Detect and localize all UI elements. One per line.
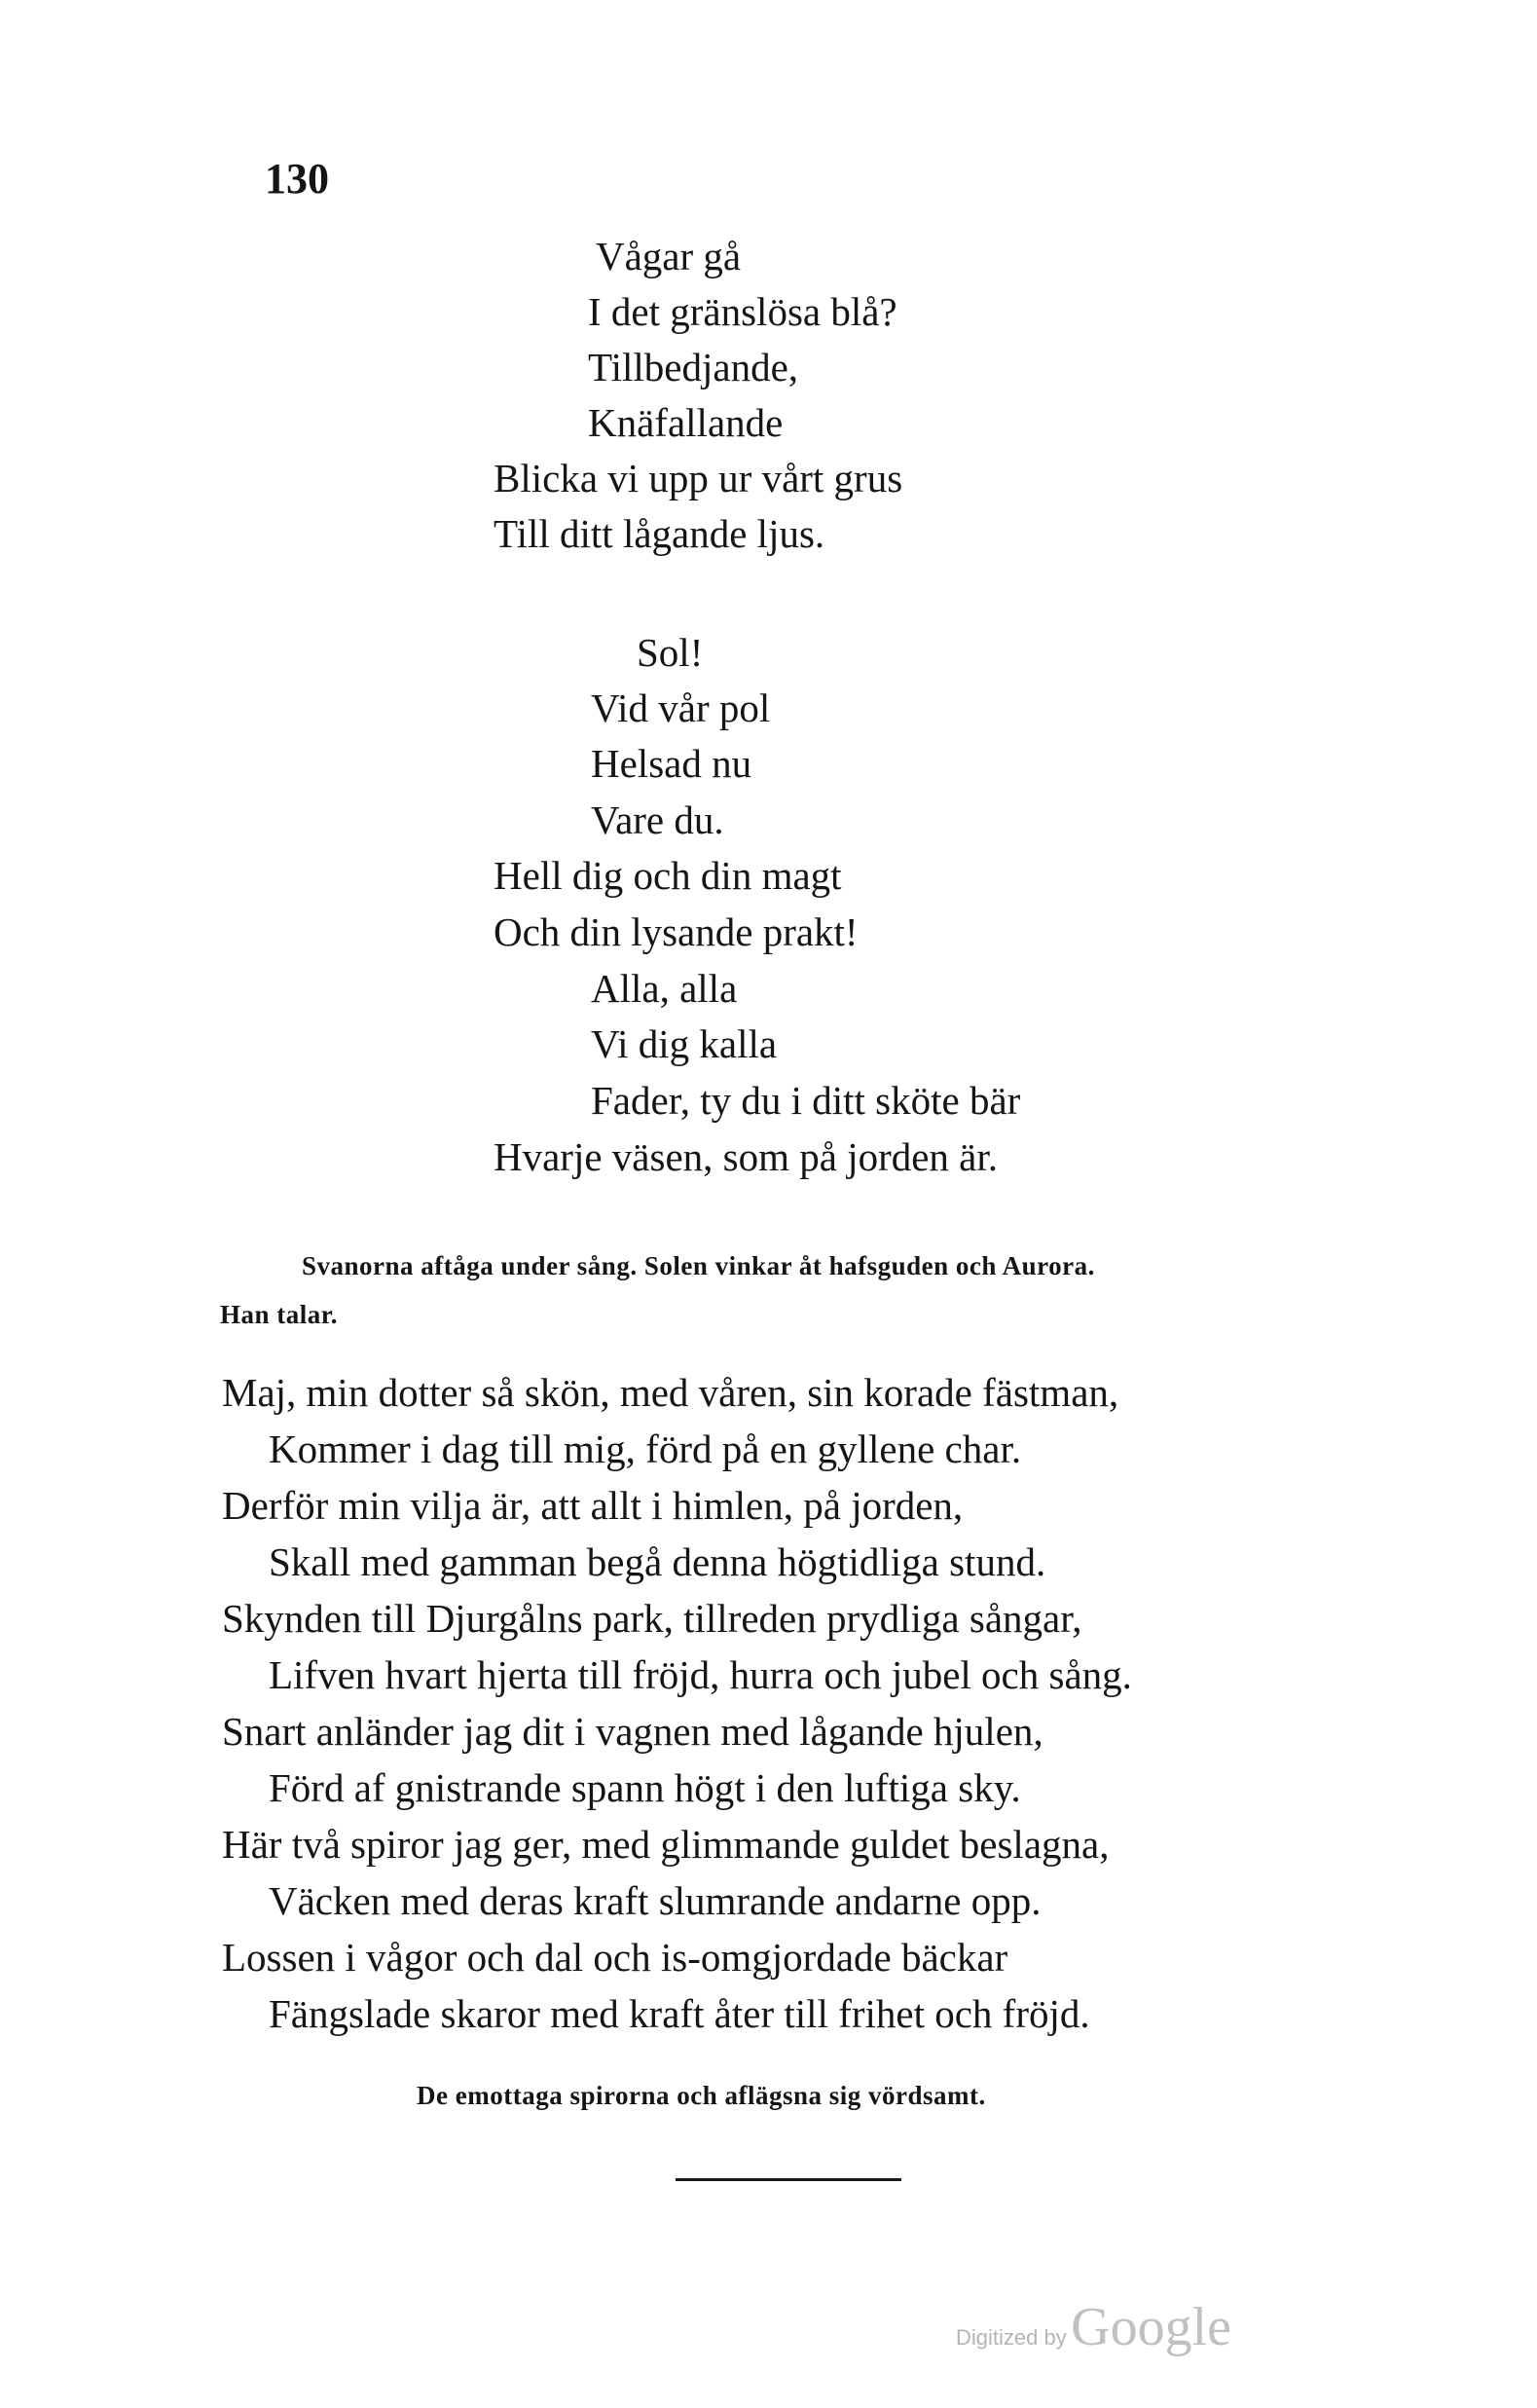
speech-line: Lifven hvart hjerta till fröjd, hurra och jubel och sång. bbox=[269, 1652, 1132, 1697]
song-line: I det gränslösa blå? bbox=[588, 289, 897, 334]
speech-line: Maj, min dotter så skön, med våren, sin korade fästman, bbox=[222, 1370, 1119, 1415]
song-line: Hvarje väsen, som på jorden är. bbox=[494, 1134, 999, 1179]
speech-line: Kommer i dag till mig, förd på en gyllene char. bbox=[269, 1426, 1022, 1471]
song-line: Hell dig och din magt bbox=[494, 853, 842, 898]
stage-direction-line: Han talar. bbox=[220, 1300, 339, 1329]
song-line: Blicka vi upp ur vårt grus bbox=[494, 456, 903, 500]
page-number: 130 bbox=[265, 155, 329, 203]
speech-line: Skall med gamman begå denna högtidliga stund. bbox=[269, 1539, 1046, 1584]
song-line: Vare du. bbox=[591, 797, 724, 842]
speech-line: Förd af gnistrande spann högt i den luftiga sky. bbox=[269, 1765, 1021, 1810]
watermark-prefix: Digitized by bbox=[956, 2325, 1067, 2350]
song-line: Alla, alla bbox=[591, 966, 738, 1011]
song-line: Vi dig kalla bbox=[591, 1021, 778, 1066]
song-line: Vågar gå bbox=[596, 234, 742, 278]
section-divider bbox=[676, 2178, 901, 2181]
song-line: Och din lysande prakt! bbox=[494, 909, 859, 954]
speech-line: Lossen i vågor och dal och is-omgjordade bäckar bbox=[222, 1935, 1008, 1980]
song-line: Sol! bbox=[637, 630, 704, 675]
stage-direction-line: Svanorna aftåga under sång. Solen vinkar åt hafsguden och Aurora. bbox=[302, 1251, 1095, 1280]
speech-line: Väcken med deras kraft slumrande andarne opp. bbox=[269, 1878, 1042, 1923]
song-line: Knäfallande bbox=[588, 400, 784, 445]
song-line: Vid vår pol bbox=[591, 685, 771, 730]
speech-line: Snart anländer jag dit i vagnen med lågande hjulen, bbox=[222, 1709, 1043, 1754]
google-logo: Google bbox=[1071, 2297, 1232, 2357]
speech-line: Här två spiror jag ger, med glimmande guldet beslagna, bbox=[222, 1822, 1110, 1867]
speech-line: Fängslade skaror med kraft åter till frihet och fröjd. bbox=[269, 1991, 1090, 2036]
digitized-watermark bbox=[956, 2296, 1231, 2358]
speech-line: Derför min vilja är, att allt i himlen, på jorden, bbox=[222, 1483, 964, 1528]
speech-line: Skynden till Djurgålns park, tillreden prydliga sångar, bbox=[222, 1596, 1082, 1641]
stage-direction-closing: De emottaga spirorna och aflägsna sig vördsamt. bbox=[417, 2081, 986, 2110]
song-line: Fader, ty du i ditt sköte bär bbox=[591, 1078, 1021, 1123]
song-line: Tillbedjande, bbox=[588, 345, 799, 389]
song-line: Till ditt lågande ljus. bbox=[494, 511, 825, 556]
song-line: Helsad nu bbox=[591, 741, 752, 786]
